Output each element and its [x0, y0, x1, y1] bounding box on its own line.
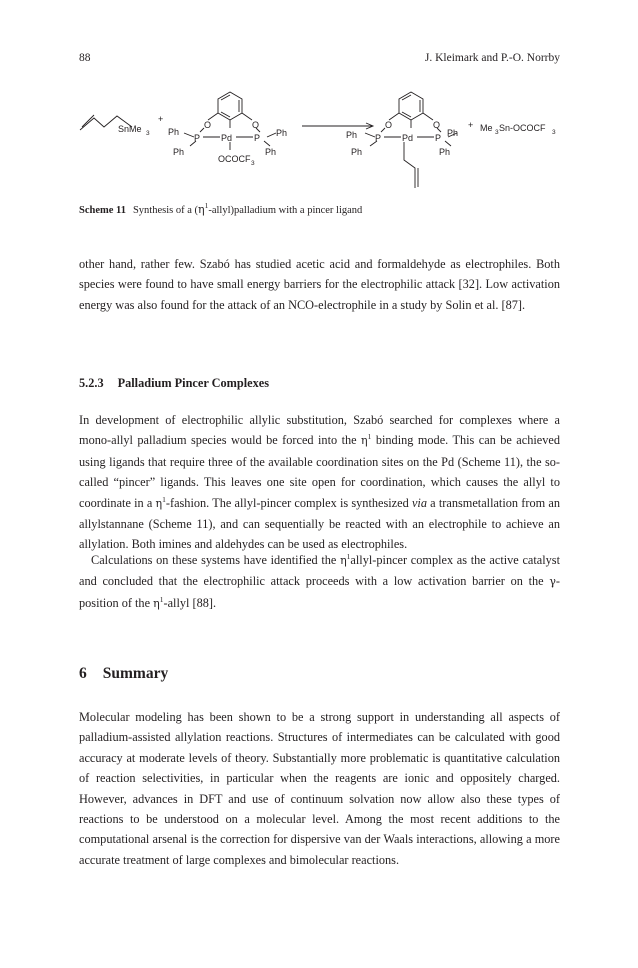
right-aryl-ring [399, 92, 423, 120]
svg-text:Ph: Ph [351, 147, 363, 157]
svg-text:P: P [254, 133, 261, 143]
svg-text:O: O [433, 120, 441, 130]
svg-text:Ph: Ph [276, 128, 288, 138]
svg-text:+: + [468, 120, 474, 130]
section-heading-5-2-3: 5.2.3 Palladium Pincer Complexes [79, 376, 270, 390]
page-number: 88 [79, 52, 91, 64]
left-aryl-ring [218, 92, 242, 120]
svg-text:3: 3 [552, 129, 556, 136]
svg-text:3: 3 [495, 129, 499, 136]
paragraph-2: In development of electrophilic allylic substitution, Szabó searched for complexes where a mono-allyl palladium species would be forced into the $\eta^1$ binding mode. This can be achieved using ligands that require three of the available coordination sites on the Pd (Scheme 11), the so-called “pincer” ligands. This leaves one site open for coordination, which causes the allyl to coordinate in a $\eta^1$-fashion. The allyl-pincer complex is synthesized via a transmetallation from an allylstannane (Scheme 11), and can sequentially be reacted with an electrophile to achieve an allylation. Both imines and aldehydes can be used as electrophiles. [79, 413, 560, 552]
scheme-11-figure [70, 84, 570, 196]
scheme-caption: Scheme 11 Synthesis of a $(\eta^1-allyl)palladium$ with a pincer ligand [79, 201, 363, 216]
paragraph-1: other hand, rather few. Szabó has studied acetic acid and formaldehyde as electrophiles. Both species were found to have small energy barriers for the electrophilic attack [32]. Low activation energy was also found for the attack of an NCO-electrophile in a study by Solin et al. [87]. [79, 257, 560, 312]
svg-text:P: P [375, 133, 382, 143]
me3sn-label: Me [480, 123, 493, 133]
svg-text:Pd: Pd [402, 133, 414, 143]
svg-text:3: 3 [146, 130, 150, 137]
svg-text:O: O [252, 120, 260, 130]
pd-allyl-bond [404, 142, 415, 188]
running-head: J. Kleimark and P.-O. Norrby [424, 52, 560, 64]
paragraph-4: Molecular modeling has been shown to be a strong support in understanding all aspects of palladium-assisted allylation reactions. Structures of intermediates can be calculated with good accuracy at moderate levels of theory. Substantially more problematic is quantitative calculation of reaction selectivities, in particular when the reagents are ionic and oppositely charged. However, advances in DFT and use of continuum solvation now allow also these types of reactions to be understood on a molecular level. Among the most recent additions to the computational arsenal is the correction for dispersive van der Waals interactions, allowing a more accurate treatment of large complexes and bimolecular reactions. [79, 710, 560, 867]
reaction-scheme-drawing [70, 84, 570, 196]
svg-text:Ph: Ph [439, 147, 451, 157]
plus-sign: + [158, 114, 164, 124]
snme3-label: SnMe [118, 124, 142, 134]
svg-text:P: P [435, 133, 442, 143]
svg-text:P: P [194, 133, 201, 143]
svg-text:Ph: Ph [346, 130, 358, 140]
page-header [79, 52, 560, 72]
caption-label: Scheme 11 [79, 205, 126, 216]
ocof3-label: OCOCF [218, 154, 251, 164]
svg-text:O: O [204, 120, 212, 130]
svg-text:Ph: Ph [447, 128, 459, 138]
svg-text:Ph: Ph [168, 127, 180, 137]
allyl-double-bond [82, 115, 94, 127]
svg-text:O: O [385, 120, 393, 130]
svg-text:Ph: Ph [173, 147, 185, 157]
pd-label: Pd [221, 133, 233, 143]
paragraph-3: Calculations on these systems have identified the $\eta^1allyl$-pincer complex as the active catalyst and concluded that the electrophilic attack proceeds with a low activation barrier on the γ-position of the $\eta^1$-allyl [88]. [79, 552, 560, 610]
svg-text:3: 3 [251, 160, 255, 167]
section-heading-6: 6 Summary [79, 665, 169, 682]
svg-text:Sn-OCOCF: Sn-OCOCF [499, 123, 546, 133]
svg-text:Ph: Ph [265, 147, 277, 157]
